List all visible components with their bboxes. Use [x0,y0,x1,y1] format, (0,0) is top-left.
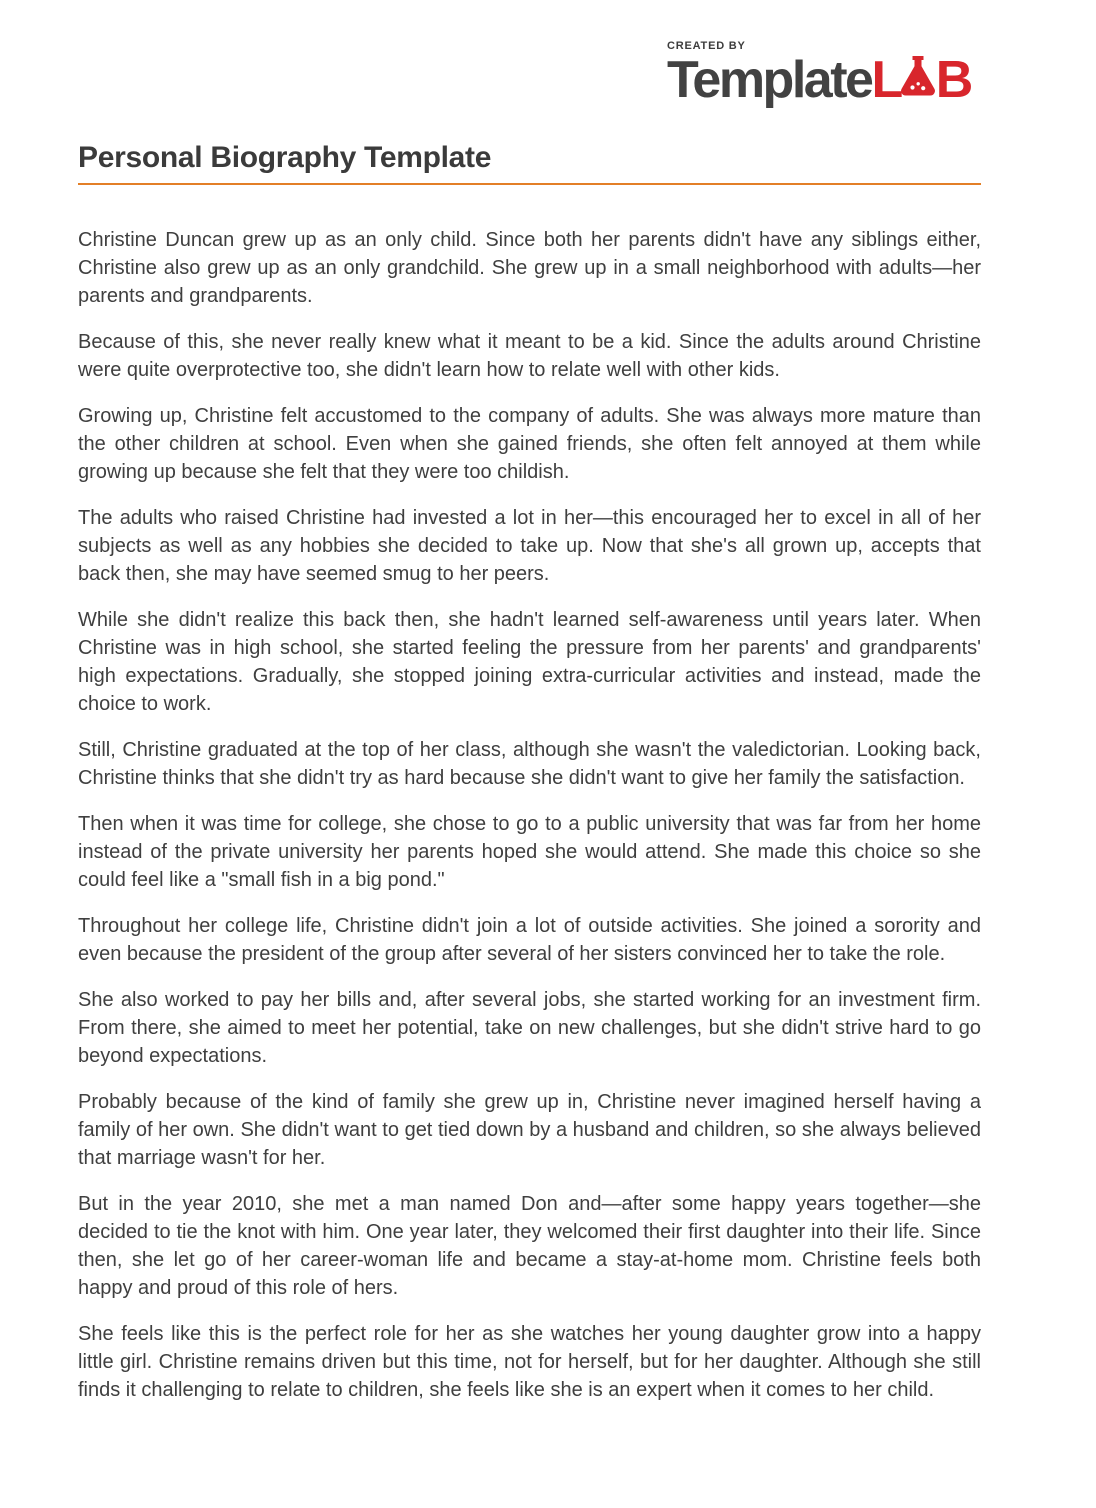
biography-paragraph: Then when it was time for college, she chose to go to a public university that was far from her home instead of the private university her parents hoped she would attend. She made this choice so she could feel like a "small fish in a big pond." [78,813,981,891]
title-divider [78,183,981,185]
templatelab-wordmark [667,51,971,109]
biography-paragraph: Christine Duncan grew up as an only child. Since both her parents didn't have any siblings either, Christine also grew up as an only grandchild. She grew up in a small neighborhood with adults—her parents and grandparents. [78,229,981,307]
biography-paragraph: While she didn't realize this back then, she hadn't learned self-awareness until years later. When Christine was in high school, she started feeling the pressure from her parents' and grandparents' high expectations. Gradually, she stopped joining extra-curricular activities and instead, made the choice to work. [78,609,981,715]
created-by-label: CREATED BY [667,40,746,52]
templatelab-logo [667,40,971,109]
biography-paragraph: She feels like this is the perfect role for her as she watches her young daughter grow into a happy little girl. Christine remains driven but this time, not for herself, but for her daughter. Although she still finds it challenging to relate to children, she feels like she is an expert when it comes to her child. [78,1323,981,1401]
biography-paragraph: But in the year 2010, she met a man named Don and—after some happy years together—she decided to tie the knot with him. One year later, they welcomed their first daughter into their life. Since then, she let go of her career-woman life and became a stay-at-home mom. Christine feels both happy and proud of this role of hers. [78,1193,981,1299]
page-title: Personal Biography Template [78,141,492,174]
biography-paragraph: Still, Christine graduated at the top of her class, although she wasn't the valedictorian. Looking back, Christine thinks that she didn't try as hard because she didn't want to give her family the satisfaction. [78,739,981,789]
biography-paragraphs [78,226,981,1422]
brand-accent-letter-b: B [935,51,971,109]
biography-paragraph: Probably because of the kind of family she grew up in, Christine never imagined herself having a family of her own. She didn't want to get tied down by a husband and children, so she always believed that marriage wasn't for her. [78,1091,981,1169]
brand-primary-text: Template [667,51,872,109]
biography-paragraph: The adults who raised Christine had invested a lot in her—this encouraged her to excel in all of her subjects as well as any hobbies she decided to take up. Now that she's all grown up, accepts that back then, she may have seemed smug to her peers. [78,507,981,585]
biography-paragraph: She also worked to pay her bills and, after several jobs, she started working for an investment firm. From there, she aimed to meet her potential, take on new challenges, but she didn't strive hard to go beyond expectations. [78,989,981,1067]
biography-paragraph: Growing up, Christine felt accustomed to the company of adults. She was always more mature than the other children at school. Even when she gained friends, she often felt annoyed at them while growing up because she felt that they were too childish. [78,405,981,483]
flask-icon [900,53,936,105]
biography-paragraph: Because of this, she never really knew what it meant to be a kid. Since the adults around Christine were quite overprotective too, she didn't learn how to relate well with other kids. [78,331,981,381]
brand-accent-letter-l: L [871,51,901,109]
biography-paragraph: Throughout her college life, Christine didn't join a lot of outside activities. She joined a sorority and even because the president of the group after several of her sisters convinced her to take the role. [78,915,981,965]
